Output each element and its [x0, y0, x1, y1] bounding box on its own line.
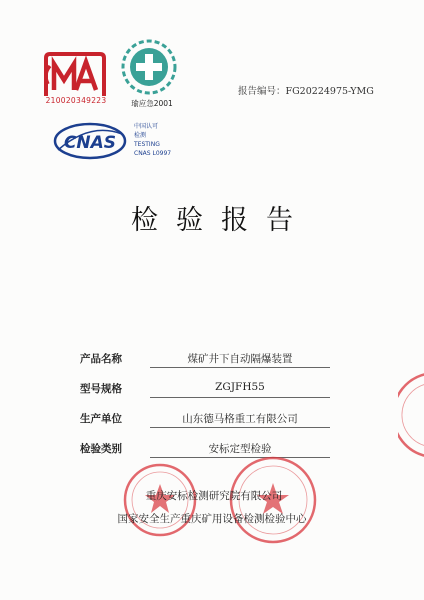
safety-caption: 瑜应急2001	[131, 99, 173, 108]
field-label: 型号规格	[80, 383, 122, 395]
cnas-logo-icon	[52, 120, 128, 162]
organization-name: 重庆安标检测研究院有限公司	[145, 490, 283, 502]
cnas-line: 检测	[134, 132, 147, 139]
field-underline	[150, 367, 330, 368]
field-underline	[150, 427, 330, 428]
field-value: 煤矿井下自动隔爆装置	[187, 353, 293, 365]
report-title: 检验报告	[131, 205, 311, 236]
field-underline	[150, 397, 330, 398]
edge-seal-fragment-icon	[398, 370, 424, 460]
field-value: ZGJFH55	[215, 381, 265, 393]
safety-cross-logo-icon	[120, 38, 178, 96]
field-label: 产品名称	[80, 353, 122, 365]
cnas-line: CNAS L0997	[134, 150, 172, 157]
cnas-text	[134, 122, 194, 158]
report-number: 报告编号：FG20224975-YMG	[238, 86, 374, 97]
field-value: 山东德马格重工有限公司	[182, 413, 298, 425]
cnas-line: 中国认可	[134, 123, 159, 130]
cma-number: 210020349223	[45, 96, 107, 105]
field-manufacturer	[80, 411, 380, 433]
field-model	[80, 381, 380, 403]
cma-logo-icon	[40, 50, 110, 102]
field-label: 检验类别	[80, 443, 122, 455]
field-product-name	[80, 351, 380, 373]
field-label: 生产单位	[80, 413, 122, 425]
svg-text:CNAS: CNAS	[63, 133, 117, 153]
field-value: 安标定型检验	[208, 443, 272, 455]
organization-center: 国家安全生产重庆矿用设备检测检验中心	[117, 513, 307, 525]
cnas-line: TESTING	[134, 141, 160, 148]
